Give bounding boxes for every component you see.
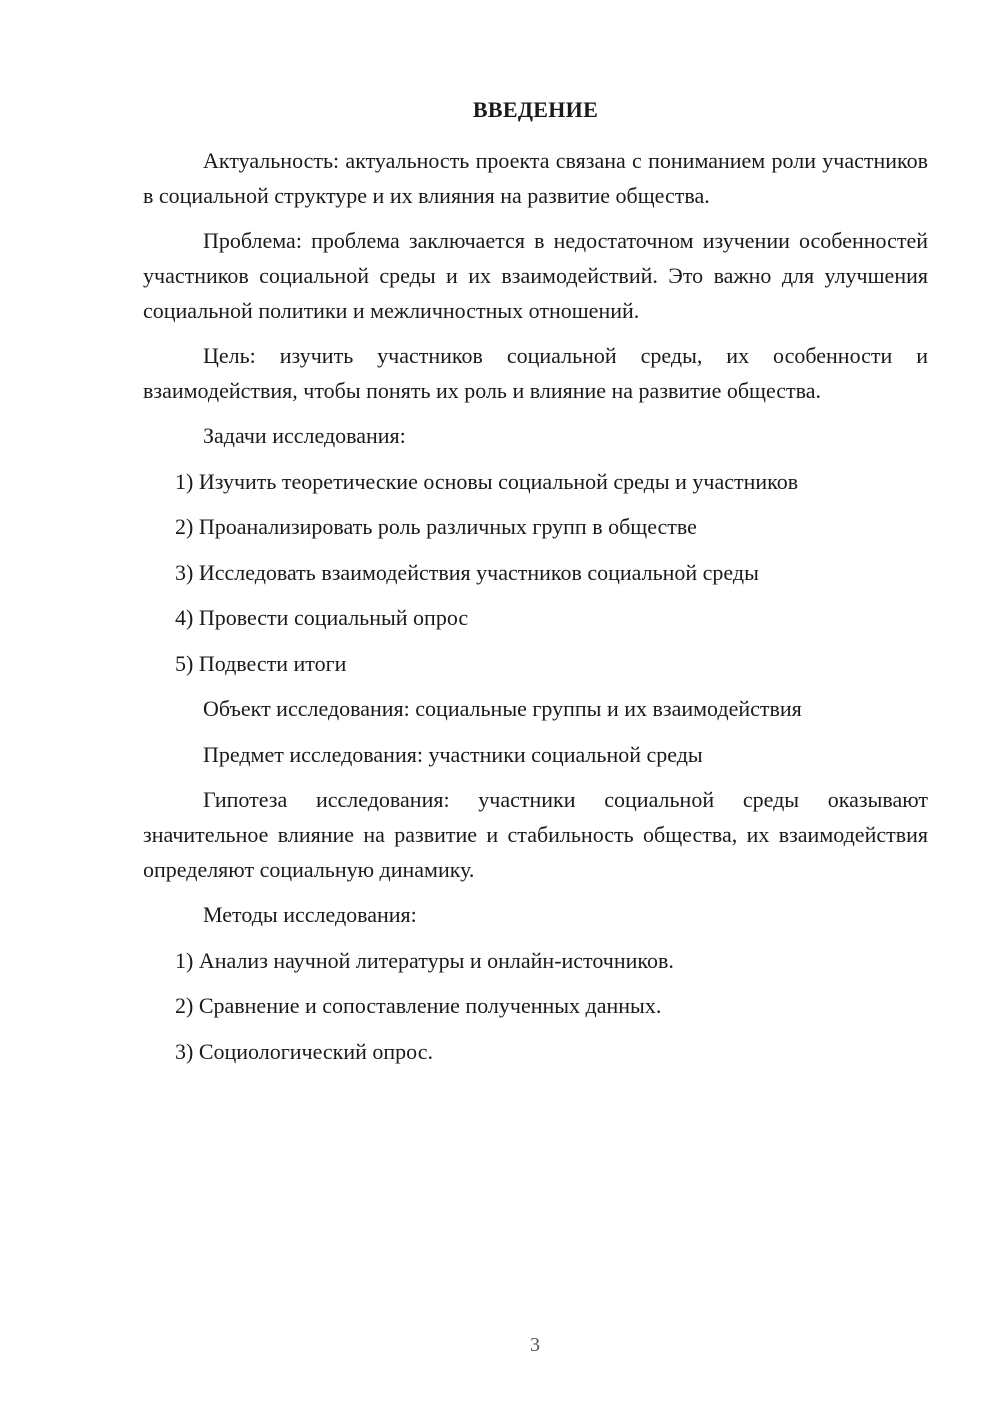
page-number: 3 bbox=[530, 1334, 540, 1356]
methods-heading: Методы исследования: bbox=[203, 902, 417, 927]
relevance-paragraph: Актуальность: актуальность проекта связана с пониманием роли участников в социальной структуре и их влияния на развитие общества. bbox=[143, 148, 928, 208]
list-item: 1) Анализ научной литературы и онлайн-источников. bbox=[175, 947, 674, 973]
list-item: 2) Проанализировать роль различных групп в обществе bbox=[175, 514, 697, 539]
goal-paragraph: Цель: изучить участников социальной среды, их особенности и взаимодействия, чтобы понять их роль и влияние на развитие общества. bbox=[143, 343, 928, 403]
hypothesis-paragraph: Гипотеза исследования: участники социальной среды оказывают значительное влияние на развитие и стабильность общества, их взаимодействия определяют социальную динамику. bbox=[143, 787, 928, 882]
methods-list bbox=[143, 943, 928, 1069]
tasks-list bbox=[143, 464, 928, 681]
list-item: 3) Социологический опрос. bbox=[175, 1038, 433, 1064]
page-title: ВВЕДЕНИЕ bbox=[472, 97, 599, 122]
list-item: 5) Подвести итоги bbox=[175, 650, 347, 676]
list-item: 3) Исследовать взаимодействия участников социальной среды bbox=[175, 559, 759, 585]
tasks-heading: Задачи исследования: bbox=[203, 423, 406, 448]
list-item: 1) Изучить теоретические основы социальной среды и участников bbox=[175, 468, 799, 494]
list-item: 2) Сравнение и сопоставление полученных данных. bbox=[175, 993, 662, 1018]
object-paragraph: Объект исследования: социальные группы и их взаимодействия bbox=[203, 696, 802, 721]
list-item: 4) Провести социальный опрос bbox=[175, 605, 469, 630]
document-page bbox=[143, 96, 928, 1079]
problem-paragraph: Проблема: проблема заключается в недостаточном изучении особенностей участников социальной среды и их взаимодействий. Это важно для улучшения социальной политики и межличностных отношений. bbox=[143, 228, 928, 323]
subject-paragraph: Предмет исследования: участники социальной среды bbox=[203, 741, 703, 767]
